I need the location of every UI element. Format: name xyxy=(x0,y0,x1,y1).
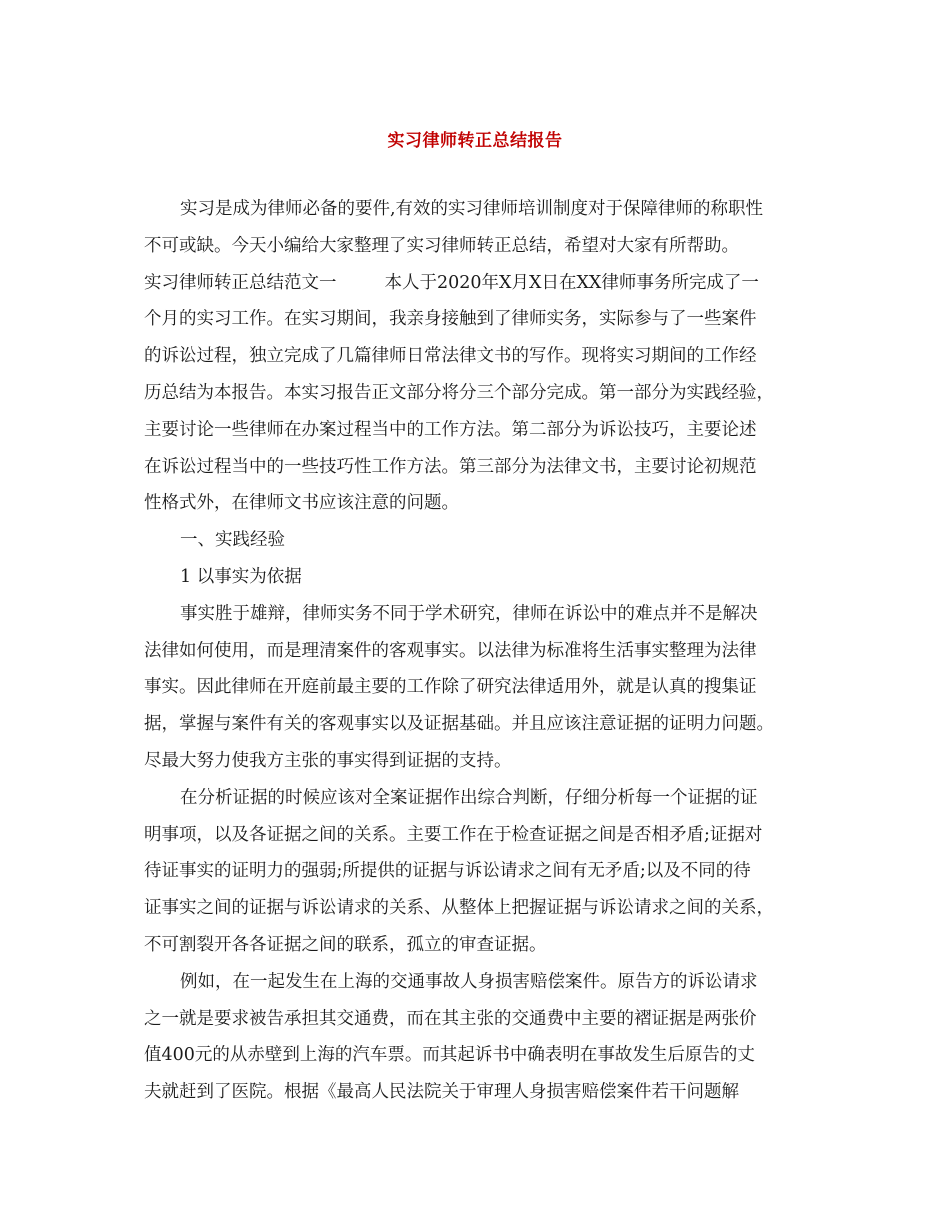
document-body xyxy=(144,191,809,1111)
text-line: 夫就赶到了医院。根据《最高人民法院关于审理人身损害赔偿案件若干问题解 xyxy=(144,1082,739,1103)
text-line: 之一就是要求被告承担其交通费，而在其主张的交通费中主要的褶证据是两张价 xyxy=(144,1008,757,1029)
document-title: 实习律师转正总结报告 xyxy=(387,131,563,151)
text-line: 例如，在一起发生在上海的交通事故人身损害赔偿案件。原告方的诉讼请求 xyxy=(180,971,758,992)
text-line: 不可割裂开各各证据之间的联系，孤立的审查证据。 xyxy=(144,934,547,955)
text-line-combined xyxy=(144,265,809,302)
text-line: 据，掌握与案件有关的客观事实以及证据基础。并且应该注意证据的证明力问题。 xyxy=(144,714,774,735)
text-line: 待证事实的证明力的强弱;所提供的证据与诉讼请求之间有无矛盾;以及不同的待 xyxy=(144,861,751,882)
text-segment: 本人于2020年X月X日在XX律师事务所完成了一 xyxy=(384,272,759,293)
text-line: 主要讨论一些律师在办案过程当中的工作方法。第二部分为诉讼技巧，主要论述 xyxy=(144,419,757,440)
text-line: 法律如何使用，而是理清案件的客观事实。以法律为标准将生活事实整理为法律 xyxy=(144,640,757,661)
text-line: 历总结为本报告。本实习报告正文部分将分三个部分完成。第一部分为实践经验， xyxy=(144,382,774,403)
text-line: 尽最大努力使我方主张的事实得到证据的支持。 xyxy=(144,750,512,771)
section-heading: 一、实践经验 xyxy=(180,530,285,551)
text-line: 实习是成为律师必备的要件,有效的实习律师培训制度对于保障律师的称职性 xyxy=(180,199,764,219)
text-line: 事实胜于雄辩，律师实务不同于学术研究，律师在诉讼中的难点并不是解决 xyxy=(180,603,758,624)
text-line: 值400元的从赤壁到上海的汽车票。而其起诉书中确表明在事故发生后原告的丈 xyxy=(144,1045,755,1066)
text-line: 事实。因此律师在开庭前最主要的工作除了研究法律适用外，就是认真的搜集证 xyxy=(144,677,757,698)
text-line: 在分析证据的时候应该对全案证据作出综合判断，仔细分析每一个证据的证 xyxy=(180,787,758,808)
text-line: 在诉讼过程当中的一些技巧性工作方法。第三部分为法律文书，主要讨论初规范 xyxy=(144,456,757,477)
section-heading: 实习律师转正总结范文一 xyxy=(144,272,337,293)
text-line: 性格式外，在律师文书应该注意的问题。 xyxy=(144,493,459,514)
text-line: 明事项，以及各证据之间的关系。主要工作在于检查证据之间是否相矛盾;证据对 xyxy=(144,824,763,845)
text-line: 的诉讼过程，独立完成了几篇律师日常法律文书的写作。现将实习期间的工作经 xyxy=(144,346,757,367)
text-line: 证事实之间的证据与诉讼请求的关系、从整体上把握证据与诉讼请求之间的关系， xyxy=(144,898,774,919)
text-line: 不可或缺。今天小编给大家整理了实习律师转正总结，希望对大家有所帮助。 xyxy=(144,235,739,256)
text-line: 个月的实习工作。在实习期间，我亲身接触到了律师实务，实际参与了一些案件 xyxy=(144,309,757,330)
subsection-heading: 1 以事实为依据 xyxy=(180,566,302,587)
